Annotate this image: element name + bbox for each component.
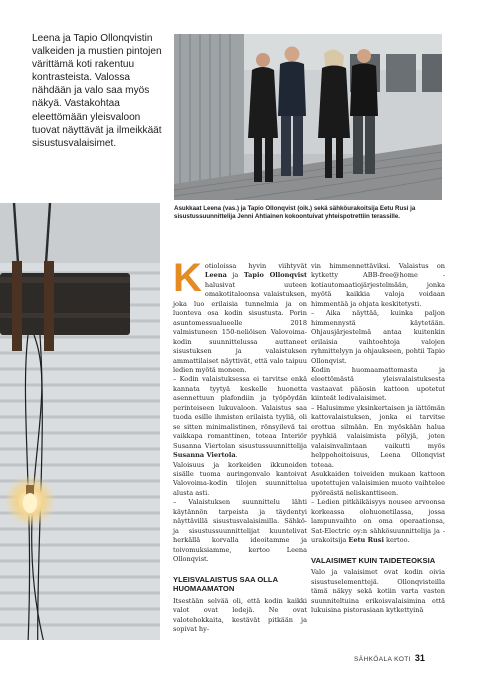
article-column-2: [311, 262, 445, 615]
person-name: Eetu Rusi: [348, 536, 384, 545]
text-run: .: [235, 451, 238, 460]
text-run: – Ledien pitkäikäisyys nousee arvoonsa korkeassa olohuonetilassa, jossa lampunvaihto on oma operaationsa, Sat-Electric oy:n sähkösuunnittelija ja -urakoitsija: [311, 498, 445, 545]
subheading-1: YLEISVALAISTUS SAA OLLA HUOMAAMATON: [173, 574, 278, 594]
drop-cap: K: [173, 256, 202, 300]
photo-caption: Asukkaat Leena (vas.) ja Tapio Ollonqvist (oik.) sekä sähköurakoitsija Eetu Rusi ja sisustussuunnittelija Jenni Ahtiainen kokoontuivat yhteispotrettiin terassille.: [174, 205, 416, 221]
text-run: otioloissa hyvin viihtyvät: [204, 262, 307, 270]
paragraph-4: – Valaistuksen suunnittelu lähti käytännön tarpeista ja täydentyi näyttävillä sisustusvalaisimilla. Sähkö- ja sisustussuunnittelijat kuuntelivat herkällä korvalla ideoitamme ja toivomuksiamme, kertoo Leena Ollonqvist.: [173, 498, 307, 564]
paragraph-10: Asukkaiden toiveiden mukaan kattoon upotettujen valaisimien muoto vaihtelee pyöreästä neliskanttiseen.: [311, 469, 445, 497]
paragraph-12: Valo ja valaisimet ovat kodin oivia sisustuselementtejä. Ollonqvisteilla tämä näkyy sekä kotiin varta vasten suunniteltuina erikoisvalaisimina että lukuisina pistorasiaan kytkettyinä: [311, 568, 445, 614]
text-run: ja: [226, 271, 244, 280]
intro-text: Leena ja Tapio Ollonqvistin valkeiden ja mustien pintojen värittämä koti rakentuu kontrasteista. Valossa nähdään ja valo saa myös näkyä. Vastakohtaa eleettömään yleisvaloon tuovat näyttävät ja ilmeikkäät sisustusvalaisimet.: [32, 33, 162, 149]
lamp-photo-illustration: [0, 203, 160, 640]
page-number: 31: [414, 653, 425, 663]
text-run: halusivat uuteen omakotitaloonsa valaistuksen, joka luo erilaisia tunnelmia ja on luonteva osa kodin sisustusta. Porin asuntomessualueelle 2018 valmistuneen 150-neliöisen Valovoima-kodin suunnittelussa auttaneet sisustuksen ja valaistuksen ammattilaiset näyttivät, että valo taipuu ledien myötä moneen.: [173, 280, 307, 374]
team-photo-illustration: [174, 34, 442, 200]
paragraph-9: – Halusimme yksinkertaisen ja iättömän kattovalaistuksen, jonka ei tarvitse erottua silmään. En myöskään halua pyyhkiä valaisimista pölyjä, joten valaisinvalintaan vaikutti myös helppohoitoisuus, Leena Ollonqvist toteaa.: [311, 403, 445, 469]
paragraph-3: Valoisuus ja korkeiden ikkunoiden sisälle tuoma auringonvalo kantoivat Valovoima-kodin tilojen suunnittelua alusta asti.: [173, 460, 307, 497]
paragraph-1: [173, 256, 307, 375]
text-run: – Kodin valaistuksessa ei tarvitse enkä kannata tyytyä keskelle huonetta asennettuun plafondiin ja työpöydän perinteiseen lukuvaloon. Valaistus saa tuoda esille ihmisten erilaista tyyliä, oli se sitten minimalistinen, rönsyilevä tai vaikkapa romanttinen, toteaa Interiör Susanna Viertolan sisustussuunnittelija: [173, 375, 307, 450]
person-name: Susanna Viertola: [173, 451, 236, 460]
magazine-name: SÄHKÖALA KOTI: [354, 656, 411, 663]
paragraph-11: [311, 498, 445, 545]
subheading-2: VALAISIMET KUIN TAIDETEOKSIA: [311, 555, 436, 565]
lamp-photo: [0, 203, 160, 640]
paragraph-7: – Aika näyttää, kuinka paljon himmennystä käytetään. Ohjausjärjestelmä antaa kuitenkin erilaisia vaihtoehtoja valojen ryhmittelyyn ja ohjaukseen, pohtii Tapio Ollonqvist.: [311, 309, 445, 365]
person-name: Tapio Ollonqvist: [243, 271, 307, 280]
paragraph-5: Itsestään selvää oli, että kodin kaikki valot ovat ledejä. Ne ovat valotehokkaita, kestävät pitkään ja sopivat hy-: [173, 596, 307, 634]
team-photo: [174, 34, 442, 200]
article-column-1: [173, 256, 307, 635]
paragraph-6: vin himmennettäviksi. Valaistus on kytketty ABB-free@home -kotiautomaatiojärjestelmään, jonka myötä kaikkia valoja voidaan himmentää ja ohjata keskitetysti.: [311, 262, 445, 308]
paragraph-8: Kodin huomaamattomasta ja eleettömästä yleisvalaistuksesta vastaavat pääosin kattoon upotetut kiinteät ledivalaisimet.: [311, 365, 445, 403]
page-footer: [354, 653, 425, 663]
text-run: kertoo.: [383, 536, 410, 545]
person-name: Leena: [204, 271, 227, 280]
paragraph-2: [173, 375, 307, 460]
